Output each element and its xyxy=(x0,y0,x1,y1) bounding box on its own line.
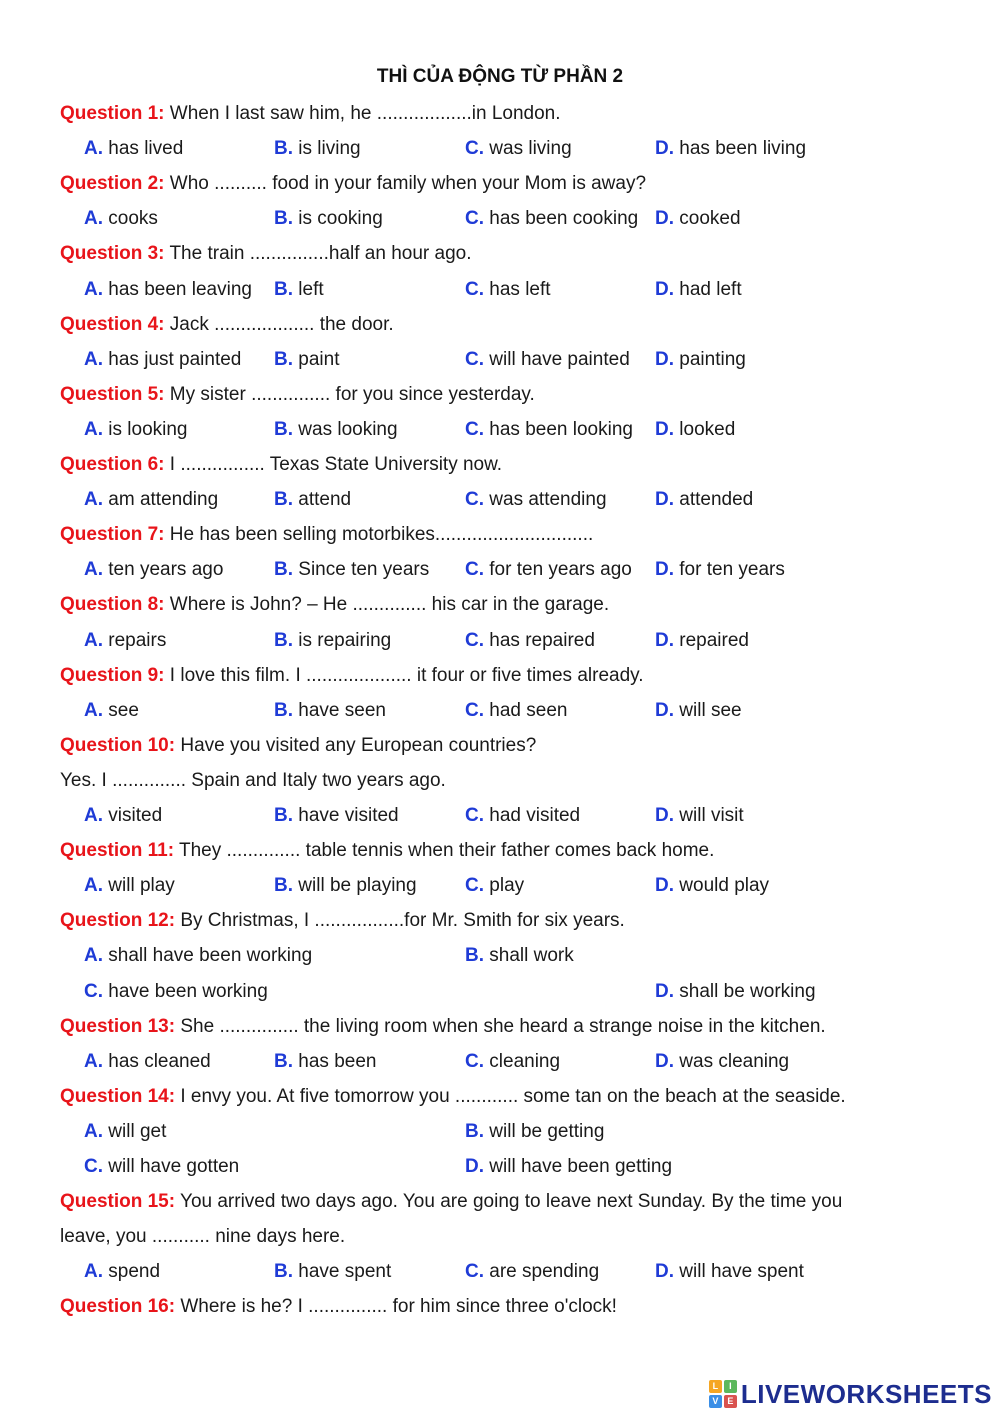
option-letter: D. xyxy=(655,559,674,581)
question-text-continued: Yes. I .............. Spain and Italy two years ago. xyxy=(60,769,446,791)
answer-option[interactable] xyxy=(655,415,735,445)
answer-option[interactable] xyxy=(655,977,816,1007)
option-letter: C. xyxy=(465,489,484,511)
answer-option[interactable] xyxy=(274,1047,376,1077)
question-text: They .............. table tennis when their father comes back home. xyxy=(174,840,715,862)
option-letter: A. xyxy=(84,418,103,440)
question-stem xyxy=(60,1012,826,1042)
option-text: looked xyxy=(679,418,736,440)
option-letter: C. xyxy=(465,208,484,230)
answer-option[interactable] xyxy=(465,1047,560,1077)
answer-option[interactable] xyxy=(84,275,252,305)
option-text: repaired xyxy=(679,629,749,651)
option-letter: D. xyxy=(655,980,674,1002)
option-text: attended xyxy=(679,489,754,511)
option-letter: A. xyxy=(84,489,103,511)
option-text: is looking xyxy=(108,418,188,440)
option-text: had left xyxy=(679,278,742,300)
option-letter: C. xyxy=(84,980,103,1002)
option-letter: D. xyxy=(465,1156,484,1177)
liveworksheets-logo xyxy=(709,1377,992,1411)
option-letter: C. xyxy=(465,629,484,651)
answer-option[interactable] xyxy=(84,415,188,445)
question-stem xyxy=(60,1082,846,1112)
option-letter: D. xyxy=(655,629,674,651)
answer-option[interactable] xyxy=(465,626,595,656)
answer-option[interactable] xyxy=(274,871,417,901)
question-text: The train ...............half an hour ago. xyxy=(164,243,472,265)
question-text: When I last saw him, he ..................in London. xyxy=(164,103,561,124)
option-letter: B. xyxy=(465,1120,484,1142)
answer-option[interactable] xyxy=(465,134,572,164)
option-text: will have painted xyxy=(489,348,630,370)
option-letter: D. xyxy=(655,208,674,230)
question-stem xyxy=(60,99,561,129)
option-letter: A. xyxy=(84,875,103,897)
option-text: cooks xyxy=(108,208,158,230)
question-label: Question 8: xyxy=(60,594,165,616)
option-letter: A. xyxy=(84,945,103,967)
option-letter: A. xyxy=(84,208,103,230)
question-text: Where is John? – He .............. his car in the garage. xyxy=(164,594,610,616)
question-label: Question 14: xyxy=(60,1085,176,1107)
option-letter: A. xyxy=(84,805,103,826)
answer-option[interactable] xyxy=(655,555,785,585)
option-text: attend xyxy=(298,489,352,511)
question-text: Jack ................... the door. xyxy=(164,313,394,335)
question-stem xyxy=(60,590,609,620)
option-letter: B. xyxy=(274,348,293,370)
option-text: for ten years ago xyxy=(489,559,632,581)
option-text: will have gotten xyxy=(108,1156,240,1177)
option-text: has been looking xyxy=(489,418,633,440)
answer-option[interactable] xyxy=(274,204,383,234)
option-text: has been cooking xyxy=(489,208,639,230)
option-text: see xyxy=(108,699,139,721)
option-letter: C. xyxy=(465,699,484,721)
option-text: for ten years xyxy=(679,559,785,581)
question-text: I love this film. I .................... it four or five times already. xyxy=(164,664,644,686)
answer-option[interactable] xyxy=(465,801,580,831)
question-label: Question 13: xyxy=(60,1015,176,1037)
question-stem xyxy=(60,731,536,761)
option-letter: C. xyxy=(465,278,484,300)
question-stem xyxy=(60,239,472,269)
answer-option[interactable] xyxy=(655,626,749,656)
answer-option[interactable] xyxy=(84,1047,211,1077)
logo-text: LIVEWORKSHEETS xyxy=(740,1378,992,1409)
answer-option[interactable] xyxy=(655,204,741,234)
answer-option[interactable] xyxy=(465,696,567,726)
question-text: My sister ............... for you since yesterday. xyxy=(164,383,535,405)
question-stem xyxy=(60,661,644,691)
option-text: have visited xyxy=(298,805,399,826)
question-text: Who .......... food in your family when your Mom is away? xyxy=(164,173,647,195)
option-text: spend xyxy=(108,1261,161,1283)
answer-option[interactable] xyxy=(465,485,607,515)
option-text: will have been getting xyxy=(489,1156,673,1177)
option-text: paint xyxy=(298,348,340,370)
option-text: visited xyxy=(108,805,163,826)
answer-option[interactable] xyxy=(655,1047,789,1077)
option-letter: D. xyxy=(655,348,674,370)
answer-option[interactable] xyxy=(274,626,391,656)
question-label: Question 6: xyxy=(60,454,165,475)
option-text: repairs xyxy=(108,629,167,651)
option-text: has just painted xyxy=(108,348,242,370)
option-letter: D. xyxy=(655,875,674,897)
option-letter: C. xyxy=(465,138,484,160)
option-letter: A. xyxy=(84,138,103,160)
option-letter: A. xyxy=(84,1120,103,1142)
option-text: will be playing xyxy=(298,875,417,897)
option-text: has been leaving xyxy=(108,278,252,300)
option-letter: B. xyxy=(274,138,293,160)
answer-option[interactable] xyxy=(84,1152,239,1182)
logo-mark-icon: L I V E xyxy=(709,1380,737,1408)
question-text: She ............... the living room when she heard a strange noise in the kitchen. xyxy=(175,1015,826,1037)
answer-option[interactable] xyxy=(84,204,158,234)
option-letter: C. xyxy=(465,559,484,581)
answer-option[interactable] xyxy=(274,555,429,585)
answer-option[interactable] xyxy=(465,204,638,234)
question-stem xyxy=(60,169,646,199)
question-text: Where is he? I ............... for him since three o'clock! xyxy=(175,1296,617,1318)
answer-option[interactable] xyxy=(465,555,632,585)
option-text: is cooking xyxy=(298,208,383,230)
option-text: was attending xyxy=(489,489,607,511)
answer-option[interactable] xyxy=(274,485,351,515)
option-text: was looking xyxy=(298,418,398,440)
answer-option[interactable] xyxy=(274,345,339,375)
option-letter: B. xyxy=(274,559,293,581)
answer-option[interactable] xyxy=(465,415,633,445)
question-text: By Christmas, I .................for Mr. Smith for six years. xyxy=(175,910,625,932)
option-letter: B. xyxy=(274,699,293,721)
question-label: Question 16: xyxy=(60,1296,176,1318)
option-text: are spending xyxy=(489,1261,600,1283)
option-text: left xyxy=(298,278,324,300)
option-letter: C. xyxy=(465,875,484,897)
question-label: Question 4: xyxy=(60,313,165,335)
option-letter: C. xyxy=(465,1050,484,1072)
question-label: Question 15: xyxy=(60,1191,176,1213)
question-text: I envy you. At five tomorrow you ............ some tan on the beach at the seaside. xyxy=(175,1085,846,1107)
option-letter: A. xyxy=(84,348,103,370)
option-letter: D. xyxy=(655,418,674,440)
answer-option[interactable] xyxy=(465,871,524,901)
answer-option[interactable] xyxy=(84,134,183,164)
answer-option[interactable] xyxy=(84,626,166,656)
option-text: painting xyxy=(679,348,746,370)
answer-option[interactable] xyxy=(84,555,223,585)
question-stem xyxy=(60,450,502,480)
question-label: Question 9: xyxy=(60,664,165,686)
question-text-continued: leave, you ........... nine days here. xyxy=(60,1226,346,1248)
question-label: Question 3: xyxy=(60,243,165,265)
option-text: would play xyxy=(679,875,770,897)
option-text: will visit xyxy=(679,805,744,826)
option-letter: D. xyxy=(655,138,674,160)
question-label: Question 11: xyxy=(60,840,175,862)
option-letter: B. xyxy=(274,278,293,300)
answer-option[interactable] xyxy=(84,485,218,515)
option-text: was living xyxy=(489,138,572,160)
answer-option[interactable] xyxy=(465,345,630,375)
option-text: has cleaned xyxy=(108,1050,211,1072)
answer-option[interactable] xyxy=(84,1117,166,1147)
answer-option[interactable] xyxy=(84,696,139,726)
option-letter: B. xyxy=(274,1050,293,1072)
option-text: have spent xyxy=(298,1261,392,1283)
option-letter: B. xyxy=(465,945,484,967)
question-stem xyxy=(60,836,714,866)
answer-option[interactable] xyxy=(655,801,744,831)
option-letter: A. xyxy=(84,559,103,581)
answer-option[interactable] xyxy=(465,1117,604,1147)
question-label: Question 5: xyxy=(60,383,165,405)
option-text: Since ten years xyxy=(298,559,430,581)
answer-option[interactable] xyxy=(465,1152,672,1182)
option-text: had seen xyxy=(489,699,568,721)
answer-option[interactable] xyxy=(465,275,551,305)
option-text: cooked xyxy=(679,208,741,230)
answer-option[interactable] xyxy=(84,977,268,1007)
option-letter: A. xyxy=(84,1050,103,1072)
question-stem xyxy=(60,520,593,550)
question-label: Question 2: xyxy=(60,173,165,195)
answer-option[interactable] xyxy=(84,871,175,901)
answer-option[interactable] xyxy=(655,871,769,901)
question-stem xyxy=(60,906,625,936)
option-letter: A. xyxy=(84,699,103,721)
question-label: Question 12: xyxy=(60,910,176,932)
option-letter: D. xyxy=(655,699,674,721)
option-text: has lived xyxy=(108,138,184,160)
option-letter: B. xyxy=(274,1261,293,1283)
answer-option[interactable] xyxy=(84,801,162,831)
question-stem xyxy=(60,1292,617,1322)
option-letter: A. xyxy=(84,1261,103,1283)
option-text: has repaired xyxy=(489,629,595,651)
option-text: has been living xyxy=(679,138,807,160)
option-text: play xyxy=(489,875,525,897)
answer-option[interactable] xyxy=(465,1257,599,1287)
option-letter: D. xyxy=(655,805,674,826)
option-letter: C. xyxy=(84,1156,103,1177)
option-text: shall work xyxy=(489,945,574,967)
answer-option[interactable] xyxy=(274,801,399,831)
answer-option[interactable] xyxy=(274,415,398,445)
option-text: has left xyxy=(489,278,551,300)
option-text: will be getting xyxy=(489,1120,605,1142)
option-text: shall have been working xyxy=(108,945,313,967)
question-label: Question 1: xyxy=(60,103,165,124)
option-letter: A. xyxy=(84,629,103,651)
option-letter: D. xyxy=(655,1261,674,1283)
question-text: He has been selling motorbikes.............................. xyxy=(164,524,594,546)
option-text: have been working xyxy=(108,980,268,1002)
question-stem xyxy=(60,380,535,410)
answer-option[interactable] xyxy=(84,941,312,971)
option-letter: C. xyxy=(465,1261,484,1283)
answer-option[interactable] xyxy=(655,1257,804,1287)
answer-option[interactable] xyxy=(274,1257,391,1287)
answer-option[interactable] xyxy=(655,345,746,375)
answer-option[interactable] xyxy=(655,134,806,164)
option-letter: C. xyxy=(465,348,484,370)
answer-option[interactable] xyxy=(84,1257,160,1287)
option-letter: B. xyxy=(274,629,293,651)
option-letter: B. xyxy=(274,418,293,440)
option-text: is living xyxy=(298,138,361,160)
question-label: Question 10: xyxy=(60,734,176,756)
question-stem xyxy=(60,310,394,340)
option-text: had visited xyxy=(489,805,581,826)
answer-option[interactable] xyxy=(655,485,753,515)
option-text: have seen xyxy=(298,699,386,721)
option-letter: C. xyxy=(465,805,484,826)
answer-option[interactable] xyxy=(274,275,324,305)
option-letter: A. xyxy=(84,278,103,300)
answer-option[interactable] xyxy=(655,696,742,726)
option-text: cleaning xyxy=(489,1050,561,1072)
option-text: will see xyxy=(679,699,742,721)
answer-option[interactable] xyxy=(84,345,241,375)
answer-option[interactable] xyxy=(274,134,361,164)
answer-option[interactable] xyxy=(465,941,574,971)
option-letter: D. xyxy=(655,489,674,511)
option-text: will have spent xyxy=(679,1261,804,1283)
question-text: I ................ Texas State University now. xyxy=(164,454,503,475)
question-stem xyxy=(60,1187,842,1217)
option-letter: B. xyxy=(274,875,293,897)
question-text: You arrived two days ago. You are going to leave next Sunday. By the time you xyxy=(175,1191,843,1213)
option-letter: D. xyxy=(655,278,674,300)
option-text: will get xyxy=(108,1120,167,1142)
option-text: has been xyxy=(298,1050,377,1072)
option-letter: B. xyxy=(274,208,293,230)
question-text: Have you visited any European countries? xyxy=(175,734,537,756)
option-text: shall be working xyxy=(679,980,816,1002)
option-text: am attending xyxy=(108,489,219,511)
worksheet-title: THÌ CỦA ĐỘNG TỪ PHẦN 2 xyxy=(376,66,624,87)
option-letter: C. xyxy=(465,418,484,440)
option-letter: D. xyxy=(655,1050,674,1072)
option-text: is repairing xyxy=(298,629,392,651)
option-letter: B. xyxy=(274,489,293,511)
option-text: ten years ago xyxy=(108,559,224,581)
answer-option[interactable] xyxy=(655,275,742,305)
option-text: was cleaning xyxy=(679,1050,790,1072)
option-text: will play xyxy=(108,875,175,897)
question-label: Question 7: xyxy=(60,524,165,546)
option-letter: B. xyxy=(274,805,293,826)
answer-option[interactable] xyxy=(274,696,386,726)
